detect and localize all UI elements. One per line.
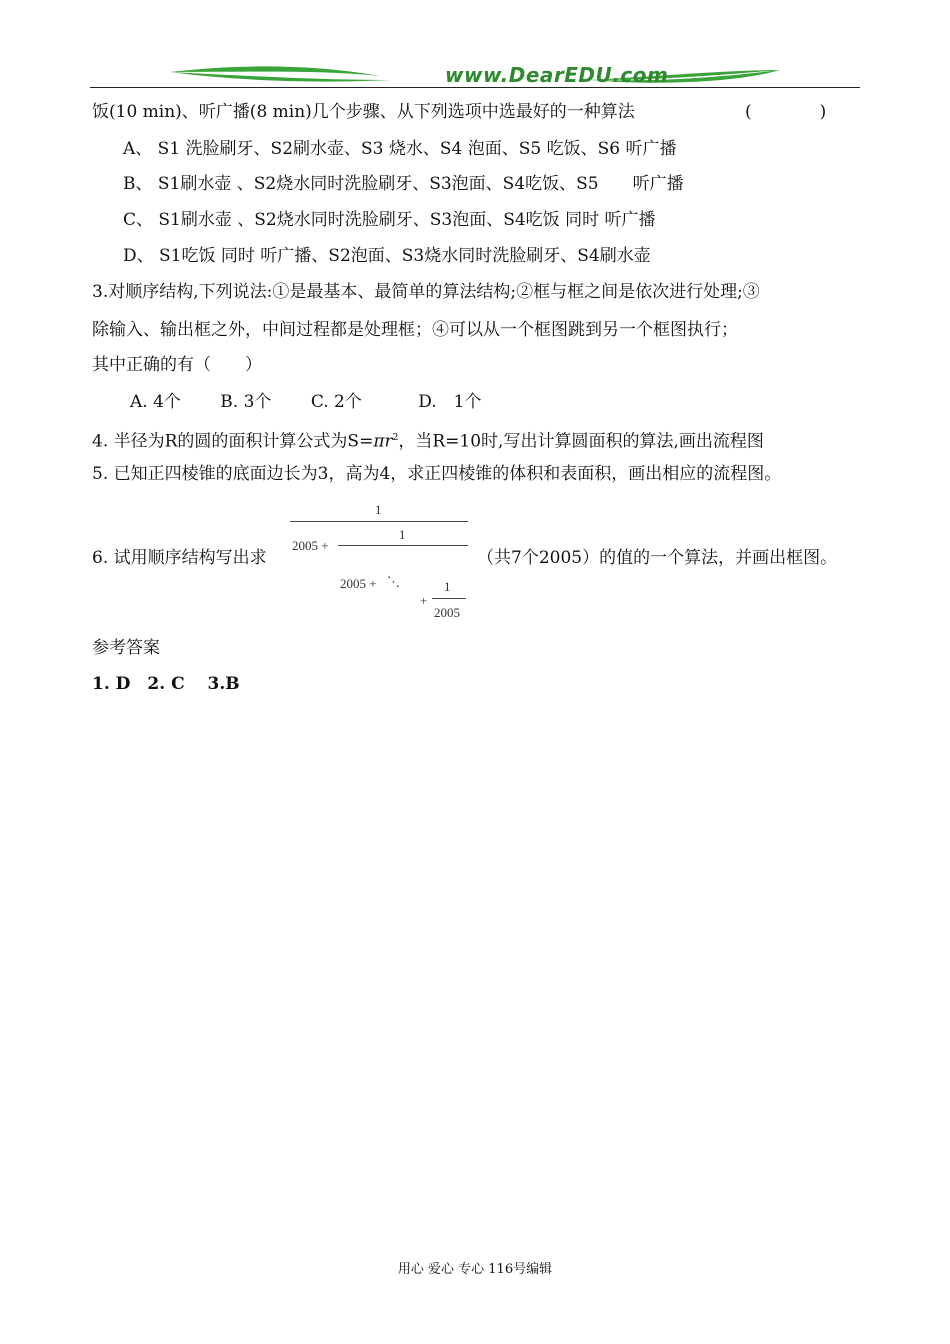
site-logo-text: www.DearEDU.com: [445, 63, 669, 87]
q4-exponent: 2: [392, 433, 399, 443]
q3-line-1: 3.对顺序结构,下列说法:①是最基本、最简单的算法结构;②框与框之间是依次进行处理;③: [92, 282, 760, 302]
fraction-bar-3: [432, 598, 466, 599]
q4-text: [92, 427, 764, 453]
answer-title: 参考答案: [92, 638, 160, 658]
q3-line-2: 除输入、输出框之外，中间过程都是处理框；④可以从一个框图跳到另一个框图执行；: [92, 320, 738, 340]
fraction-bar-1: [290, 521, 468, 522]
q3-line-3: 其中正确的有（ ）: [92, 355, 262, 375]
fraction-level3-numerator: 1: [444, 579, 451, 594]
q4-formula: πr: [373, 431, 393, 452]
q6-prefix: 6. 试用顺序结构写出求: [92, 548, 267, 568]
header-banner: [90, 62, 860, 88]
q3-options: A. 4个 B. 3个 C. 2个 D. 1个: [130, 392, 482, 412]
q2-option-b: B、 S1刷水壶 、S2烧水同时洗脸刷牙、S3泡面、S4吃饭、S5 听广播: [123, 174, 684, 194]
fraction-dots: ⋱: [387, 574, 400, 589]
q2-option-d: D、 S1吃饭 同时 听广播、S2泡面、S3烧水同时洗脸刷牙、S4刷水壶: [123, 246, 651, 266]
fraction-top-numerator: 1: [375, 502, 382, 517]
q5-text: 5. 已知正四棱锥的底面边长为3，高为4，求正四棱锥的体积和表面积，画出相应的流程图。: [92, 464, 782, 484]
page-footer: 用心 爱心 专心 116号编辑: [397, 1262, 553, 1277]
fraction-bar-2: [338, 545, 468, 546]
header-rule: [90, 87, 860, 88]
q2-stem: 饭(10 min)、听广播(8 min)几个步骤、从下列选项中选最好的一种算法: [92, 102, 635, 122]
q2-option-c: C、 S1刷水壶 、S2烧水同时洗脸刷牙、S3泡面、S4吃饭 同时 听广播: [123, 210, 656, 230]
fraction-level1-denominator: 2005 +: [292, 538, 329, 553]
q6-suffix: （共7个2005）的值的一个算法，并画出框图。: [477, 548, 838, 568]
fraction-level2-numerator: 1: [399, 527, 406, 542]
q2-option-a: A、 S1 洗脸刷牙、S2刷水壶、S3 烧水、S4 泡面、S5 吃饭、S6 听广播: [123, 139, 677, 159]
fraction-level2-denominator: 2005 +: [340, 576, 377, 591]
q2-answer-paren: ( ): [745, 102, 827, 122]
q4-prefix: 4. 半径为R的圆的面积计算公式为S=: [92, 431, 374, 452]
fraction-level3-denominator: 2005: [434, 605, 460, 620]
answer-list: 1. D 2. C 3.B: [92, 674, 240, 694]
fraction-plus: +: [420, 593, 428, 608]
q4-suffix: ，当R=10时,写出计算圆面积的算法,画出流程图: [398, 431, 764, 452]
